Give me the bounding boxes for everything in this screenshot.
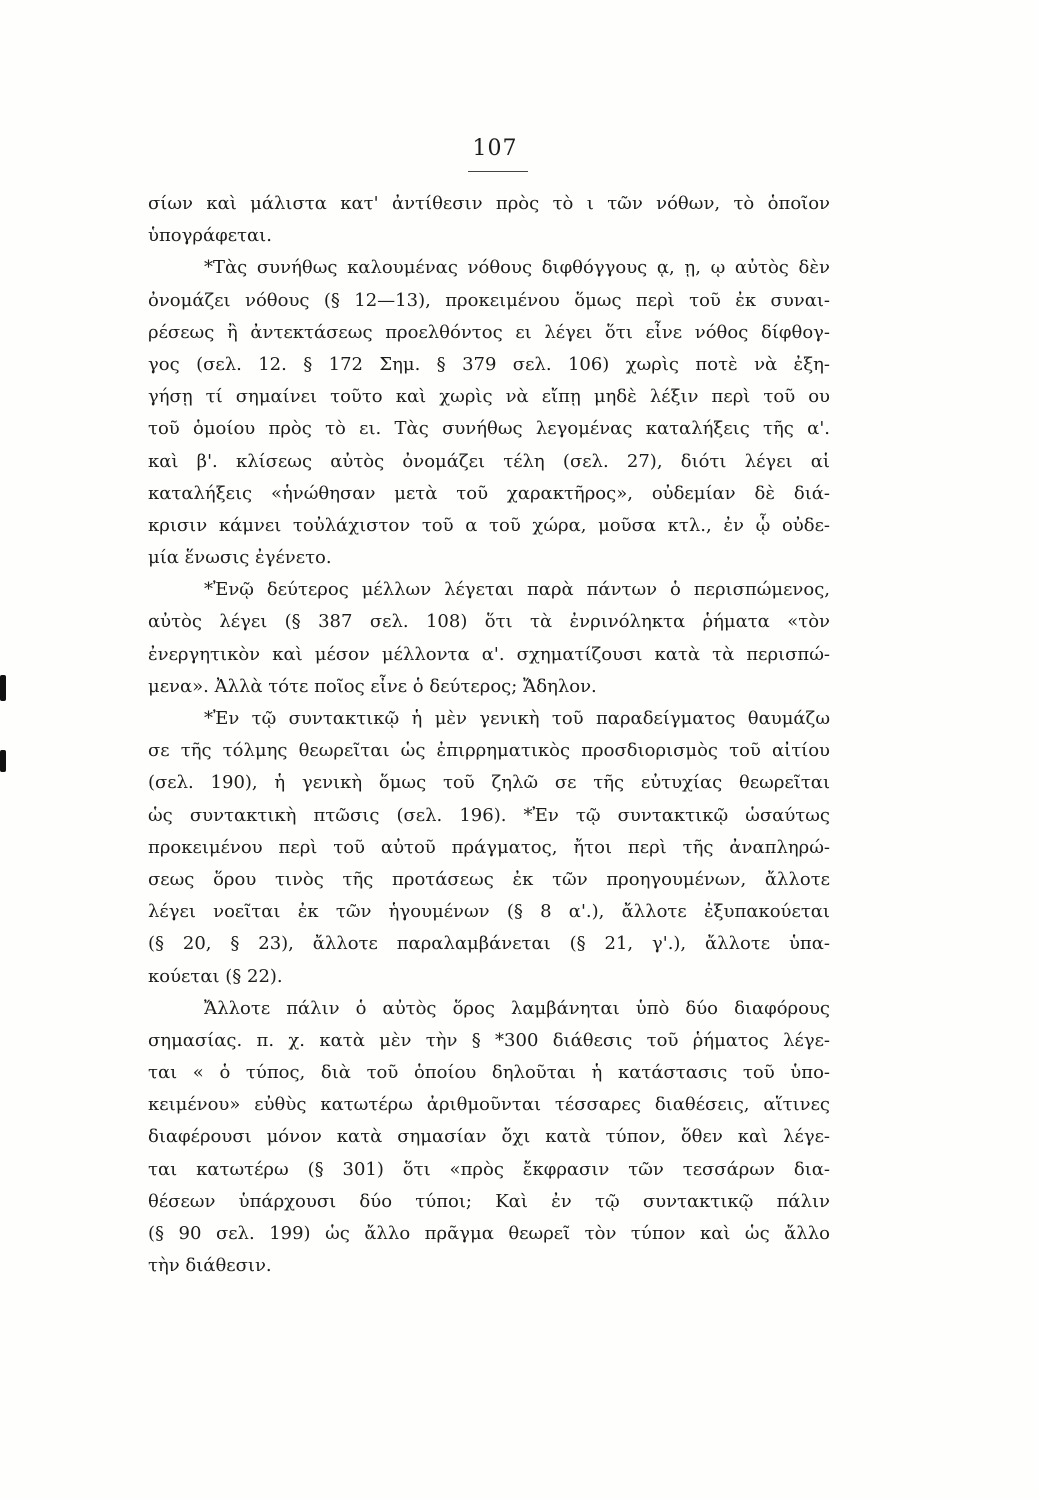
text-line: καταλήξεις «ἡνώθησαν μετὰ τοῦ χαρακτῆρος», οὐδεμίαν δὲ διά- (148, 482, 830, 504)
text-line: (§ 20, § 23), ἄλλοτε παραλαμβάνεται (§ 21, γ'.), ἄλλοτε ὑπα- (148, 933, 830, 955)
text-line: ὑπογράφεται. (148, 225, 272, 247)
text-line: μενα». Ἀλλὰ τότε ποῖος εἶνε ὁ δεύτερος; Ἄδηλον. (148, 675, 597, 697)
left-margin-ink-mark (0, 675, 6, 701)
text-line: προκειμένου περὶ τοῦ αὐτοῦ πράγματος, ἤτοι περὶ τῆς ἀναπληρώ- (148, 836, 830, 858)
text-line: *Ἐν τῷ συντακτικῷ ἡ μὲν γενικὴ τοῦ παραδείγματος θαυμάζω (204, 708, 830, 729)
page-number-rule (468, 171, 528, 172)
text-line: τοῦ ὁμοίου πρὸς τὸ ει. Τὰς συνήθως λεγομένας καταλήξεις τῆς α'. (148, 418, 830, 440)
text-line: ρέσεως ἢ ἀντεκτάσεως προελθόντος ει λέγει ὅτι εἶνε νόθος δίφθογ- (148, 321, 830, 343)
text-line: *Ἐνῷ δεύτερος μέλλων λέγεται παρὰ πάντων ὁ περισπώμενος, (204, 579, 830, 601)
text-line: κειμένου» εὐθὺς κατωτέρω ἀριθμοῦνται τέσσαρες διαθέσεις, αἵτινες (148, 1094, 830, 1116)
text-line: μία ἕνωσις ἐγένετο. (148, 547, 332, 569)
page-number: 107 (472, 136, 518, 161)
text-line: γος (σελ. 12. § 172 Σημ. § 379 σελ. 106) χωρὶς ποτὲ νὰ ἐξη- (148, 353, 830, 375)
text-line: σημασίας. π. χ. κατὰ μὲν τὴν § *300 διάθεσις τοῦ ῥήματος λέγε- (148, 1029, 830, 1051)
text-line: κούεται (§ 22). (148, 965, 283, 987)
text-line: (§ 90 σελ. 199) ὡς ἄλλο πρᾶγμα θεωρεῖ τὸν τύπον καὶ ὡς ἄλλο (148, 1223, 830, 1244)
body-text (148, 188, 830, 1282)
text-line: γήσῃ τί σημαίνει τοῦτο καὶ χωρὶς νὰ εἴπῃ μηδὲ λέξιν περὶ τοῦ ου (148, 386, 830, 408)
text-line: λέγει νοεῖται ἐκ τῶν ἡγουμένων (§ 8 α'.), ἄλλοτε ἐξυπακούεται (148, 901, 830, 923)
text-line: σίων καὶ μάλιστα κατ' ἀντίθεσιν πρὸς τὸ ι τῶν νόθων, τὸ ὁποῖον (148, 193, 830, 214)
left-margin-ink-mark (0, 750, 6, 772)
text-line: ὀνομάζει νόθους (§ 12—13), προκειμένου ὅμως περὶ τοῦ ἐκ συναι- (148, 289, 830, 311)
text-line: ἐνεργητικὸν καὶ μέσον μέλλοντα α'. σχηματίζουσι κατὰ τὰ περισπώ- (148, 643, 830, 665)
text-line: σεως ὅρου τινὸς τῆς προτάσεως ἐκ τῶν προηγουμένων, ἄλλοτε (148, 868, 830, 890)
text-line: *Τὰς συνήθως καλουμένας νόθους διφθόγγους ᾳ, ῃ, ῳ αὐτὸς δὲν (204, 257, 830, 279)
text-line: (σελ. 190), ἡ γενικὴ ὅμως τοῦ ζηλῶ σε τῆς εὐτυχίας θεωρεῖται (148, 772, 830, 794)
text-line: κρισιν κάμνει τοὐλάχιστον τοῦ α τοῦ χώρα, μοῦσα κτλ., ἐν ᾧ οὐδε- (148, 514, 830, 536)
text-line: αὐτὸς λέγει (§ 387 σελ. 108) ὅτι τὰ ἐνρινόληκτα ῥήματα «τὸν (148, 611, 830, 633)
text-line: καὶ β'. κλίσεως αὐτὸς ὀνομάζει τέλη (σελ. 27), διότι λέγει αἱ (148, 450, 830, 472)
text-line: τὴν διάθεσιν. (148, 1255, 272, 1277)
text-line: Ἄλλοτε πάλιν ὁ αὐτὸς ὅρος λαμβάνηται ὑπὸ δύο διαφόρους (204, 997, 830, 1019)
text-line: ὡς συντακτικὴ πτῶσις (σελ. 196). *Ἐν τῷ συντακτικῷ ὡσαύτως (148, 804, 830, 826)
text-line: θέσεων ὑπάρχουσι δύο τύποι; Καὶ ἐν τῷ συντακτικῷ πάλιν (148, 1190, 830, 1212)
text-line: ται « ὁ τύπος, διὰ τοῦ ὁποίου δηλοῦται ἡ κατάστασις τοῦ ὑπο- (148, 1062, 830, 1084)
text-line: διαφέρουσι μόνον κατὰ σημασίαν ὄχι κατὰ τύπον, ὅθεν καὶ λέγε- (148, 1126, 830, 1148)
text-line: ται κατωτέρω (§ 301) ὅτι «πρὸς ἔκφρασιν τῶν τεσσάρων δια- (148, 1158, 830, 1180)
text-line: σε τῆς τόλμης θεωρεῖται ὡς ἐπιρρηματικὸς προσδιορισμὸς τοῦ αἰτίου (148, 740, 830, 762)
